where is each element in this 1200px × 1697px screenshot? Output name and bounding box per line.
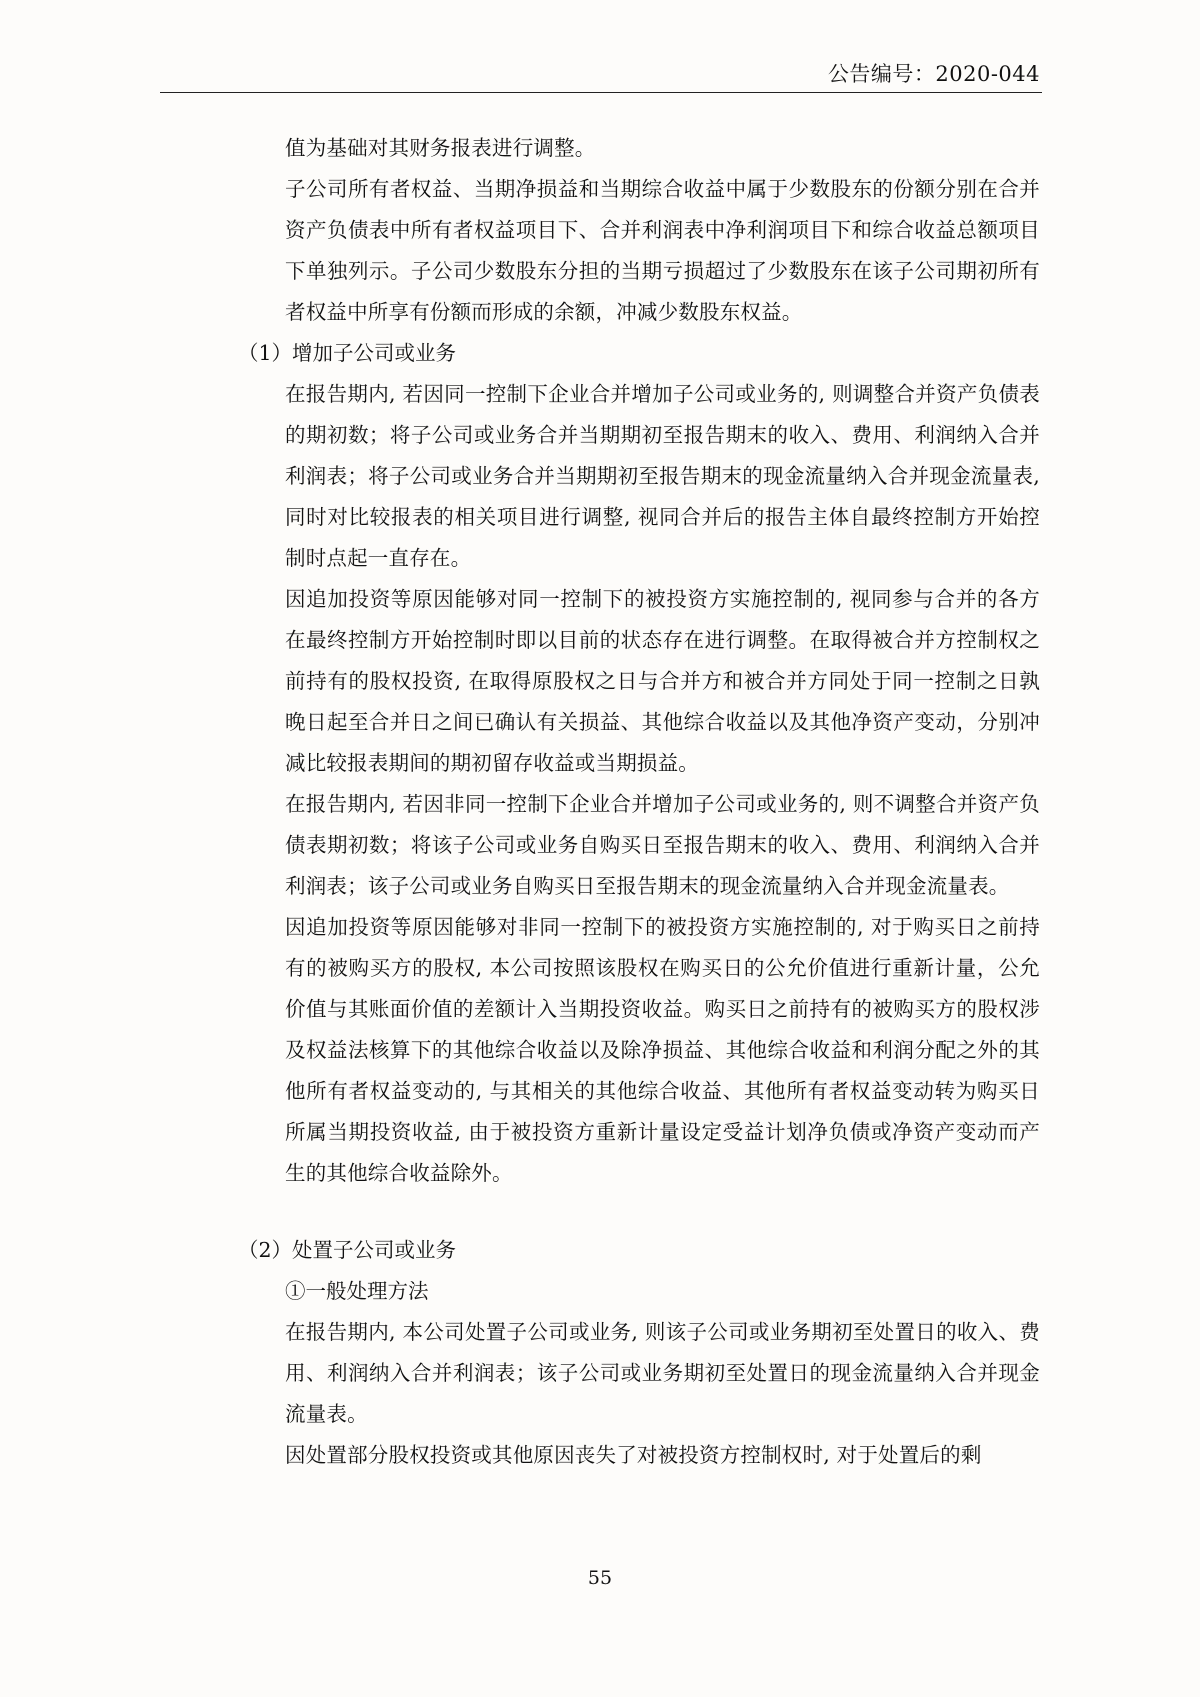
section-1-paragraph-2: 因追加投资等原因能够对同一控制下的被投资方实施控制的, 视同参与合并的各方在最终控制方开始控制时即以目前的状态存在进行调整。在取得被合并方控制权之前持有的股权投资, 在取得原股权之日与合并方和被合并方同处于同一控制之日孰晚日起至合并日之间已确认有关损益、其他综合收益以及其他净资产变动，分别冲减比较报表期间的期初留存收益或当期损益。 [285, 587, 1040, 775]
announcement-number: 公告编号：2020-044 [827, 62, 1040, 86]
section-1-heading: （1）增加子公司或业务 [238, 341, 457, 365]
paragraph-continued: 值为基础对其财务报表进行调整。 [285, 136, 596, 160]
section-spacer [160, 1194, 1040, 1230]
page-number: 55 [587, 1567, 613, 1589]
section-2-heading: （2）处置子公司或业务 [238, 1238, 457, 1262]
header-divider [160, 92, 1042, 93]
section-2-paragraph-1: 在报告期内, 本公司处置子公司或业务, 则该子公司或业务期初至处置日的收入、费用、利润纳入合并利润表；该子公司或业务期初至处置日的现金流量纳入合并现金流量表。 [285, 1320, 1040, 1426]
paragraph-minority-interest: 子公司所有者权益、当期净损益和当期综合收益中属于少数股东的份额分别在合并资产负债表中所有者权益项目下、合并利润表中净利润项目下和综合收益总额项目下单独列示。子公司少数股东分担的当期亏损超过了少数股东在该子公司期初所有者权益中所享有份额而形成的余额，冲减少数股东权益。 [285, 177, 1040, 324]
document-body [160, 128, 1040, 1476]
section-2-paragraph-2: 因处置部分股权投资或其他原因丧失了对被投资方控制权时, 对于处置后的剩 [285, 1443, 982, 1467]
section-2-subheading: ①一般处理方法 [285, 1279, 429, 1303]
section-1-paragraph-3: 在报告期内, 若因非同一控制下企业合并增加子公司或业务的, 则不调整合并资产负债表期初数；将该子公司或业务自购买日至报告期末的收入、费用、利润纳入合并利润表；该子公司或业务自购买日至报告期末的现金流量纳入合并现金流量表。 [285, 792, 1040, 898]
page-header [160, 58, 1040, 88]
section-1-paragraph-4: 因追加投资等原因能够对非同一控制下的被投资方实施控制的, 对于购买日之前持有的被购买方的股权, 本公司按照该股权在购买日的公允价值进行重新计量，公允价值与其账面价值的差额计入当期投资收益。购买日之前持有的被购买方的股权涉及权益法核算下的其他综合收益以及除净损益、其他综合收益和利润分配之外的其他所有者权益变动的, 与其相关的其他综合收益、其他所有者权益变动转为购买日所属当期投资收益, 由于被投资方重新计量设定受益计划净负债或净资产变动而产生的其他综合收益除外。 [285, 915, 1040, 1185]
section-1-paragraph-1: 在报告期内, 若因同一控制下企业合并增加子公司或业务的, 则调整合并资产负债表的期初数；将子公司或业务合并当期期初至报告期末的收入、费用、利润纳入合并利润表；将子公司或业务合并当期期初至报告期末的现金流量纳入合并现金流量表, 同时对比较报表的相关项目进行调整, 视同合并后的报告主体自最终控制方开始控制时点起一直存在。 [285, 382, 1040, 570]
